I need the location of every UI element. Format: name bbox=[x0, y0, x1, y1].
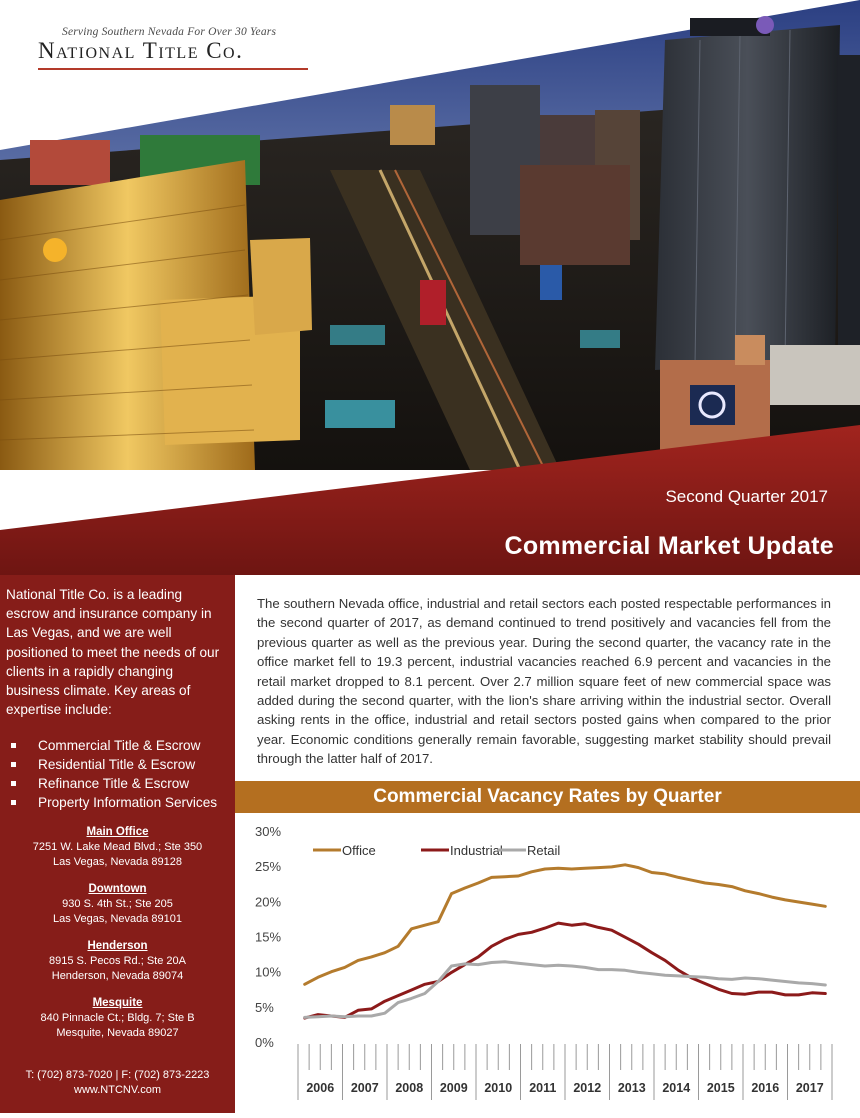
x-tick-label: 2013 bbox=[617, 1081, 646, 1095]
office-name: Mesquite bbox=[92, 997, 143, 1009]
x-tick-label: 2006 bbox=[306, 1081, 335, 1095]
y-tick-label: 10% bbox=[255, 964, 282, 980]
company-tagline: Serving Southern Nevada For Over 30 Years bbox=[62, 26, 277, 38]
y-tick-label: 5% bbox=[255, 999, 274, 1015]
office-locations bbox=[0, 825, 235, 1053]
x-tick-label: 2007 bbox=[350, 1081, 379, 1095]
x-tick-label: 2017 bbox=[795, 1081, 824, 1095]
market-summary: The southern Nevada office, industrial and retail sectors each posted respectable performances in the second quarter of 2017, as demand continued to trend positively and vacancies fell from the previous quarter as well as the previous year. During the second quarter, the vacancy rate in the office market fell to 19.3 percent, industrial vacancies reached 6.9 percent and vacancies in the retail market dropped to 8.1 percent. Over 2.7 million square feet of new commercial space was added during the second quarter, with the lion's share arriving within the industrial sector. Overall asking rents in the office, industrial and retail sectors posted gains when compared to the prior year. Economic conditions generally remain favorable, suggesting market stability should prevail through the latter half of 2017. bbox=[257, 596, 831, 767]
office-name: Henderson bbox=[87, 940, 148, 952]
x-tick-label: 2009 bbox=[439, 1081, 468, 1095]
report-title: Commercial Market Update bbox=[504, 532, 834, 560]
service-item: Commercial Title & Escrow bbox=[8, 736, 217, 755]
company-name: National Title Co. bbox=[38, 38, 244, 63]
legend-label-office: Office bbox=[342, 843, 376, 858]
contact-info bbox=[0, 1068, 235, 1098]
website-link[interactable]: www.NTCNV.com bbox=[74, 1084, 161, 1096]
x-tick-label: 2012 bbox=[573, 1081, 602, 1095]
x-tick-label: 2015 bbox=[706, 1081, 735, 1095]
company-logo bbox=[38, 38, 243, 64]
office-name: Main Office bbox=[86, 826, 149, 838]
office-mesquite bbox=[0, 996, 235, 1041]
y-tick-label: 20% bbox=[255, 894, 282, 910]
office-address: 930 S. 4th St.; Ste 205 bbox=[62, 898, 173, 910]
office-downtown bbox=[0, 882, 235, 927]
office-address: 7251 W. Lake Mead Blvd.; Ste 350 bbox=[32, 841, 203, 853]
x-tick-label: 2008 bbox=[395, 1081, 424, 1095]
x-tick-label: 2011 bbox=[529, 1081, 557, 1095]
x-tick-label: 2014 bbox=[662, 1081, 691, 1095]
office-city: Las Vegas, Nevada 89101 bbox=[52, 913, 183, 925]
office-address: 840 Pinnacle Ct.; Bldg. 7; Ste B bbox=[40, 1012, 195, 1024]
x-tick-label: 2010 bbox=[484, 1081, 513, 1095]
office-name: Downtown bbox=[88, 883, 147, 895]
x-tick-label: 2016 bbox=[751, 1081, 780, 1095]
service-item: Residential Title & Escrow bbox=[8, 755, 217, 774]
company-intro: National Title Co. is a leading escrow and insurance company in Las Vegas, and we are well positioned to meet the needs of our clients in a rapidly changing business climate. Key areas of expertise include: bbox=[6, 587, 220, 718]
services-list bbox=[8, 736, 217, 812]
vacancy-chart bbox=[235, 813, 860, 1113]
office-city: Henderson, Nevada 89074 bbox=[51, 970, 184, 982]
y-tick-label: 0% bbox=[255, 1035, 274, 1050]
y-tick-label: 25% bbox=[255, 859, 282, 875]
logo-underline bbox=[38, 68, 308, 70]
office-address: 8915 S. Pecos Rd.; Ste 20A bbox=[49, 955, 186, 967]
legend-label-industrial: Industrial bbox=[450, 843, 503, 858]
office-henderson bbox=[0, 939, 235, 984]
y-tick-label: 15% bbox=[255, 929, 282, 945]
service-item: Refinance Title & Escrow bbox=[8, 774, 217, 793]
office-city: Las Vegas, Nevada 89128 bbox=[52, 856, 183, 868]
office-city: Mesquite, Nevada 89027 bbox=[56, 1027, 179, 1039]
service-item: Property Information Services bbox=[8, 793, 217, 812]
series-line-industrial bbox=[305, 923, 826, 1018]
legend-label-retail: Retail bbox=[527, 843, 561, 858]
series-line-retail bbox=[305, 962, 826, 1018]
company-sidebar bbox=[0, 575, 235, 1113]
phone-fax: T: (702) 873-7020 | F: (702) 873-2223 bbox=[25, 1069, 210, 1081]
chart-title: Commercial Vacancy Rates by Quarter bbox=[235, 781, 860, 813]
y-tick-label: 30% bbox=[255, 824, 282, 839]
report-quarter: Second Quarter 2017 bbox=[665, 487, 828, 506]
office-main bbox=[0, 825, 235, 870]
vacancy-chart-svg bbox=[235, 813, 860, 1113]
